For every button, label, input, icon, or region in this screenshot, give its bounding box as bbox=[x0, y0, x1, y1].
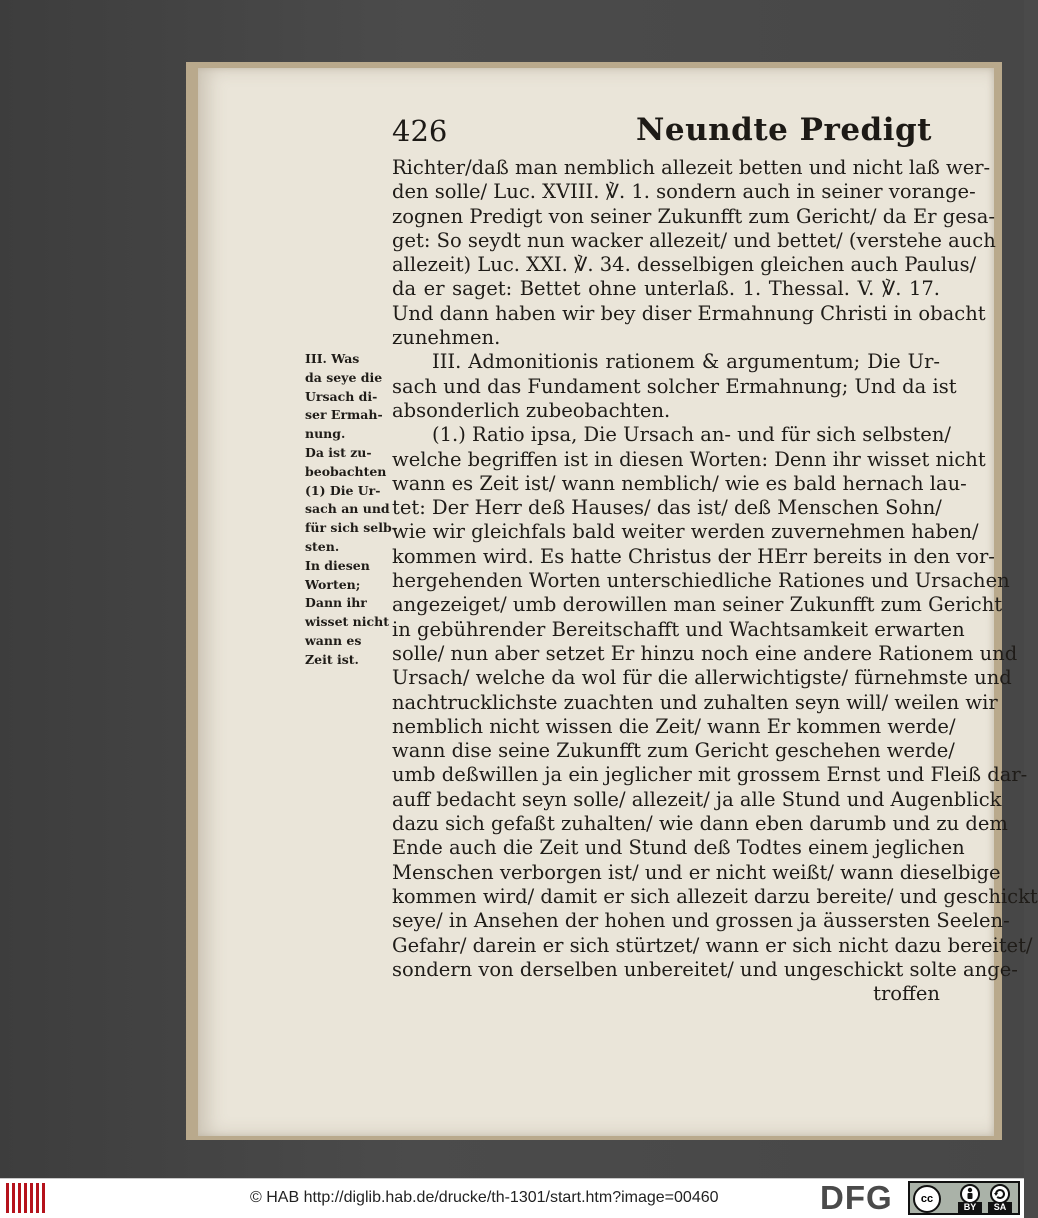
hab-logo[interactable] bbox=[6, 1183, 48, 1213]
text-line: welche begriffen ist in diesen Worten: Denn ihr wisset nicht bbox=[392, 447, 986, 471]
margin-note-line: III. Was bbox=[305, 351, 360, 366]
text-line: kommen wird. Es hatte Christus der HErr bereits in den vor- bbox=[392, 544, 995, 568]
license-sa-label: SA bbox=[988, 1202, 1012, 1213]
text-line: dazu sich gefaßt zuhalten/ wie dann eben darumb und zu dem bbox=[392, 812, 1008, 836]
text-line: zognen Predigt von seiner Zukunfft zum Gericht/ da Er gesa- bbox=[392, 204, 996, 228]
text-line: Ende auch die Zeit und Stund deß Todtes einem jeglichen bbox=[392, 836, 965, 860]
margin-note-line: für sich selb- bbox=[305, 520, 397, 536]
margin-note-line: Ursach di- bbox=[305, 388, 378, 404]
text-line: wann dise seine Zukunfft zum Gericht geschehen werde/ bbox=[392, 739, 955, 763]
text-line: hergehenden Worten unterschiedliche Rationes und Ursachen bbox=[392, 569, 1010, 593]
text-line: den solle/ Luc. XVIII. ℣. 1. sondern auch in seiner vorange- bbox=[392, 180, 976, 204]
margin-note-line: wann es bbox=[305, 632, 362, 648]
margin-note-line: sten. bbox=[305, 538, 340, 554]
margin-note-line: ser Ermah- bbox=[305, 407, 383, 423]
text-line: da er saget: Bettet ohne unterlaß. 1. Thessal. V. ℣. 17. bbox=[392, 277, 940, 301]
margin-note-line: Worten; bbox=[305, 576, 361, 592]
text-line: Ursach/ welche da wol für die allerwichtigste/ fürnehmste und bbox=[392, 666, 1012, 690]
margin-note-line: Zeit ist. bbox=[305, 651, 359, 667]
text-line: solle/ nun aber setzet Er hinzu noch eine andere Rationem und bbox=[392, 641, 1018, 665]
text-line: Menschen verborgen ist/ und er nicht weißt/ wann dieselbige bbox=[392, 860, 1001, 884]
dfg-logo[interactable]: DFG bbox=[820, 1179, 893, 1216]
page-number: 426 bbox=[392, 114, 448, 148]
cc-license-badge[interactable] bbox=[908, 1181, 1020, 1215]
text-line: absonderlich zubeobachten. bbox=[392, 398, 671, 422]
text-line: umb deßwillen ja ein jeglicher mit grossem Ernst und Fleiß dar- bbox=[392, 763, 1028, 787]
text-line: Richter/daß man nemblich allezeit betten und nicht laß wer- bbox=[392, 156, 991, 179]
margin-notes bbox=[305, 350, 397, 670]
text-line: sondern von derselben unbereitet/ und ungeschickt solte ange- bbox=[392, 957, 1018, 981]
margin-note-line: sach an und bbox=[305, 501, 390, 517]
text-line: seye/ in Ansehen der hohen und grossen ja äussersten Seelen- bbox=[392, 909, 1010, 933]
viewer-footer bbox=[0, 1178, 1024, 1218]
margin-note-line: (1) Die Ur- bbox=[305, 482, 381, 498]
margin-note-line: da seye die bbox=[305, 369, 383, 385]
license-by-label: BY bbox=[958, 1202, 982, 1213]
text-line: (1.) Ratio ipsa, Die Ursach an- und für sich selbsten/ bbox=[432, 423, 951, 447]
creative-commons-icon: cc bbox=[913, 1185, 941, 1213]
margin-note-line: wisset nicht bbox=[305, 614, 389, 630]
text-line: wie wir gleichfals bald weiter werden zuvernehmen haben/ bbox=[392, 520, 979, 544]
share-alike-icon bbox=[990, 1184, 1010, 1204]
text-line: wann es Zeit ist/ wann nemblich/ wie es bald hernach lau- bbox=[392, 471, 967, 495]
text-line: angezeiget/ umb derowillen man seiner Zukunfft zum Gericht bbox=[392, 593, 1003, 617]
text-line: get: So seydt nun wacker allezeit/ und bettet/ (verstehe auch bbox=[392, 228, 996, 252]
text-line: in gebührender Bereitschafft und Wachtsamkeit erwarten bbox=[392, 617, 965, 641]
text-line: allezeit) Luc. XXI. ℣. 34. desselbigen gleichen auch Paulus/ bbox=[392, 253, 977, 277]
text-line: tet: Der Herr deß Hauses/ das ist/ deß Menschen Sohn/ bbox=[392, 496, 942, 520]
copyright-link[interactable]: © HAB http://diglib.hab.de/drucke/th-1301/start.htm?image=00460 bbox=[250, 1189, 719, 1206]
text-line: sach und das Fundament solcher Ermahnung; Und da ist bbox=[392, 374, 957, 398]
text-line: zunehmen. bbox=[392, 326, 501, 350]
text-line: Und dann haben wir bey diser Ermahnung Christi in obacht bbox=[392, 301, 986, 325]
person-icon bbox=[960, 1184, 980, 1204]
margin-note-line: In diesen bbox=[305, 557, 370, 573]
text-line: nachtrucklichste zuachten und zuhalten seyn will/ weilen wir bbox=[392, 690, 998, 714]
margin-note-line: beobachten bbox=[305, 463, 387, 479]
margin-note-line: Da ist zu- bbox=[305, 444, 372, 460]
text-line: kommen wird/ damit er sich allezeit darzu bereite/ und geschickt bbox=[392, 884, 1038, 908]
running-title: Neundte Predigt bbox=[636, 112, 932, 148]
page-header bbox=[392, 110, 932, 154]
text-line: III. Admonitionis rationem & argumentum; Die Ur- bbox=[432, 350, 940, 374]
text-line: auff bedacht seyn solle/ allezeit/ ja alle Stund und Augenblick bbox=[392, 787, 1002, 811]
text-line: troffen bbox=[873, 982, 940, 1006]
text-line: Gefahr/ darein er sich stürtzet/ wann er sich nicht dazu bereitet/ bbox=[392, 933, 1033, 957]
margin-note-line: Dann ihr bbox=[305, 595, 367, 611]
margin-note-line: nung. bbox=[305, 426, 346, 442]
body-text bbox=[392, 156, 1038, 1006]
text-line: nemblich nicht wissen die Zeit/ wann Er kommen werde/ bbox=[392, 714, 956, 738]
